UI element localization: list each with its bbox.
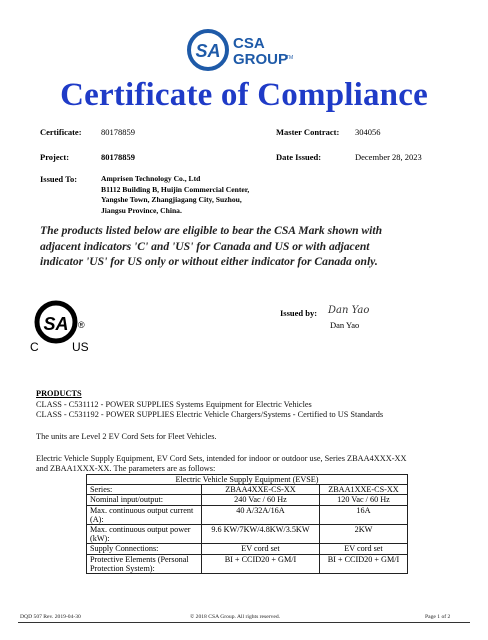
table-cell: 2KW	[319, 525, 407, 544]
table-cell: 240 Vac / 60 Hz	[202, 495, 320, 505]
csa-group-logo	[186, 28, 306, 72]
footer-left: DQD 507 Rev. 2019-04-30	[20, 614, 81, 620]
table-cell: 16A	[319, 505, 407, 524]
table-cell: BI + CCID20 + GM/I	[319, 554, 407, 573]
products-heading: PRODUCTS	[36, 389, 82, 398]
class-line: CLASS - C531192 - POWER SUPPLIES Electric Vehicle Chargers/Systems - Certified to US Standards	[36, 410, 384, 419]
class-line: CLASS - C531112 - POWER SUPPLIES Systems Equipment for Electric Vehicles	[36, 400, 312, 409]
csa-mark-logo	[28, 298, 108, 356]
master-contract-label: Master Contract:	[276, 127, 340, 137]
certificate-value: 80178859	[101, 127, 135, 137]
table-caption: Electric Vehicle Supply Equipment (EVSE)	[87, 475, 408, 485]
us-indicator: US	[72, 340, 89, 354]
table-cell: 120 Vac / 60 Hz	[319, 495, 407, 505]
project-label: Project:	[40, 152, 70, 162]
svg-text:SA: SA	[43, 314, 69, 334]
logo-tm: TM	[286, 55, 294, 61]
table-row	[87, 544, 408, 554]
eligibility-statement	[40, 223, 460, 270]
table-cell: Protective Elements (Personal Protection System):	[87, 554, 202, 573]
address-line: Amprisen Technology Co., Ltd	[101, 174, 201, 183]
footer-rule	[18, 622, 470, 623]
project-value: 80178859	[101, 152, 135, 162]
table-cell: Max. continuous output current (A):	[87, 505, 202, 524]
evse-table	[86, 474, 408, 574]
table-cell: EV cord set	[202, 544, 320, 554]
signer-name: Dan Yao	[330, 320, 360, 330]
table-cell: Nominal input/output:	[87, 495, 202, 505]
table-cell: Series:	[87, 485, 202, 495]
address-line: B1112 Building B, Huijin Commercial Center,	[101, 184, 250, 194]
table-row	[87, 554, 408, 573]
statement-line: adjacent indicators 'C' and 'US' for Canada and US or with adjacent	[40, 239, 370, 253]
registered-mark: ®	[78, 320, 85, 330]
certificate-label: Certificate:	[40, 127, 82, 137]
statement-line: The products listed below are eligible to bear the CSA Mark shown with	[40, 224, 383, 237]
footer-center: © 2018 CSA Group. All rights reserved.	[190, 614, 281, 620]
table-caption-row	[87, 475, 408, 485]
issued-to-address	[101, 174, 249, 216]
address-line: Jiangsu Province, China.	[101, 205, 182, 215]
table-cell: EV cord set	[319, 544, 407, 554]
statement-line: indicator 'US' for US only or without either indicator for Canada only.	[40, 255, 378, 268]
table-row	[87, 525, 408, 544]
table-row	[87, 505, 408, 524]
footer-page: Page 1 of 2	[425, 614, 451, 620]
description-line: Electric Vehicle Supply Equipment, EV Cord Sets, intended for indoor or outdoor use, Series ZBAA4XXX-XX	[36, 454, 407, 463]
table-row	[87, 495, 408, 505]
table-cell: ZBAA4XXE-CS-XX	[202, 485, 320, 495]
table-cell: 9.6 KW/7KW/4.8KW/3.5KW	[202, 525, 320, 544]
date-issued-value: December 28, 2023	[355, 152, 422, 162]
issued-by-label: Issued by:	[280, 308, 318, 318]
issued-to-label: Issued To:	[40, 174, 78, 184]
logo-text-csa: CSA	[233, 35, 265, 52]
logo-text-group: GROUP	[233, 51, 289, 68]
table-cell: BI + CCID20 + GM/I	[202, 554, 320, 573]
page-title: Certificate of Compliance	[60, 77, 428, 113]
address-line: Yangshe Town, Zhangjiagang City, Suzhou,	[101, 195, 242, 204]
table-row	[87, 485, 408, 495]
table-cell: Max. continuous output power (kW):	[87, 525, 202, 544]
description-line: and ZBAA1XXX-XX. The parameters are as follows:	[36, 464, 216, 473]
table-cell: Supply Connections:	[87, 544, 202, 554]
table-cell: ZBAA1XXE-CS-XX	[319, 485, 407, 495]
signature: Dan Yao	[328, 305, 370, 316]
svg-text:SA: SA	[195, 41, 221, 61]
master-contract-value: 304056	[355, 127, 381, 137]
units-text: The units are Level 2 EV Cord Sets for Fleet Vehicles.	[36, 432, 217, 441]
date-issued-label: Date Issued:	[276, 152, 322, 162]
c-indicator: C	[30, 340, 39, 354]
table-cell: 40 A/32A/16A	[202, 505, 320, 524]
